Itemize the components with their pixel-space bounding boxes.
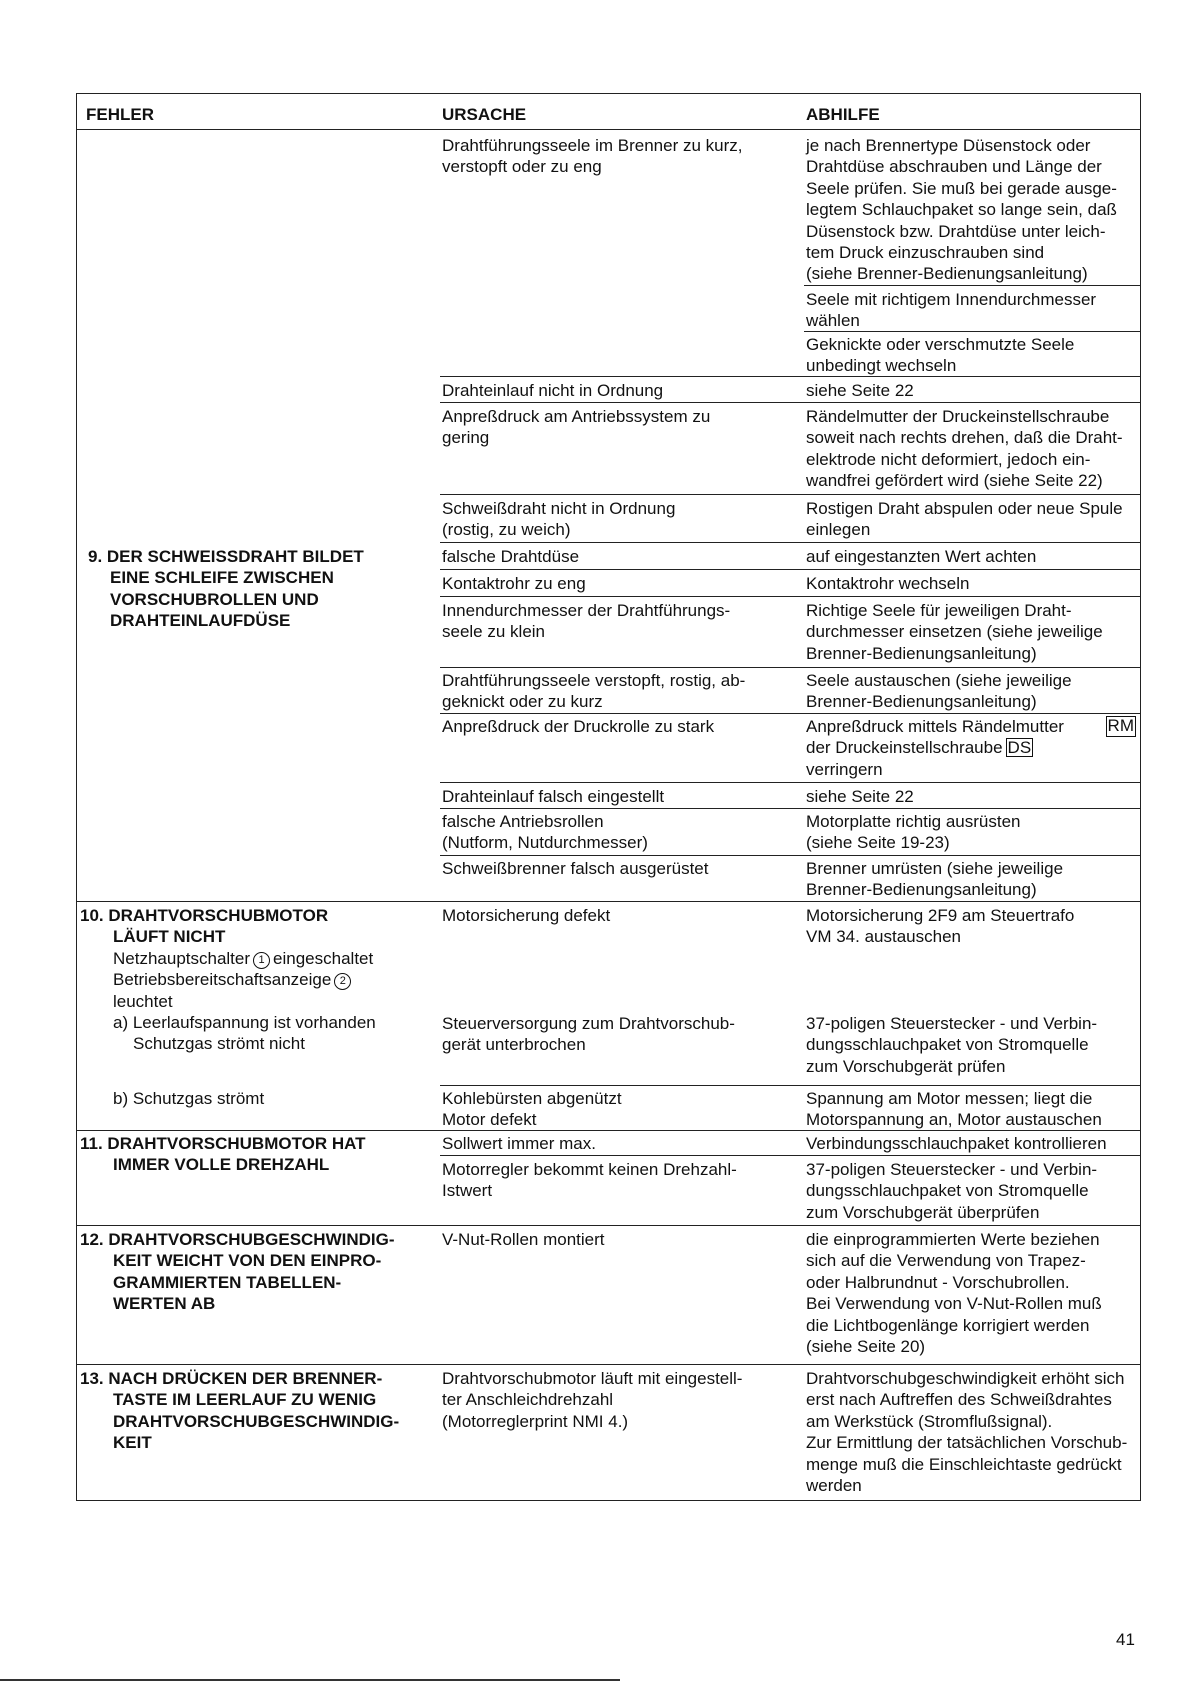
cause-druckrolle: Anpreßdruck der Druckrolle zu stark (442, 717, 715, 736)
circle-2-icon: 2 (334, 973, 351, 990)
ds-box-label: DS (1007, 738, 1032, 758)
remedy-kohle: Spannung am Motor messen; liegt die Motorspannung an, Motor austauschen (806, 1089, 1102, 1130)
header-ursache: URSACHE (442, 105, 527, 124)
remedy-brenner: Brenner umrüsten (siehe jeweilige Brenner-Bedienungsanleitung) (806, 859, 1064, 900)
remedy-steuer: 37-poligen Steuerstecker - und Verbin- dungsschlauchpaket von Stromquelle zum Vorschubgerät prüfen (806, 1014, 1098, 1076)
rule (440, 402, 1141, 403)
fault-13-title: 13. NACH DRÜCKEN DER BRENNER- TASTE IM LEERLAUF ZU WENIG DRAHTVORSCHUBGESCHWINDIG- KEIT (80, 1369, 400, 1453)
row-rule-13 (76, 1364, 1141, 1365)
rule (440, 1155, 1141, 1156)
circle-1-icon: 1 (253, 952, 270, 969)
rule (440, 596, 1141, 597)
cause-anpress: Anpreßdruck am Antriebssystem zu gering (442, 407, 711, 448)
rule (440, 713, 1141, 714)
cause-kontaktrohr: Kontaktrohr zu eng (442, 574, 586, 593)
cause-innen: Innendurchmesser der Drahtführungs- seele zu klein (442, 601, 731, 642)
fault-9-title: 9. DER SCHWEISSDRAHT BILDET EINE SCHLEIFE ZWISCHEN VORSCHUBROLLEN UND DRAHTEINLAUFDÜSE (88, 547, 364, 631)
cause-regler: Motorregler bekommt keinen Drehzahl- Istwert (442, 1160, 737, 1201)
rule (440, 782, 1141, 783)
fault-10: 10. DRAHTVORSCHUBMOTOR LÄUFT NICHT Netzhauptschalter 1 eingeschaltet Betriebsbereitschaftsanzeige 2 leuchtet a) Leerlaufspannung ist vorhanden Schutzgas strömt nicht (80, 906, 376, 1054)
remedy-motorsicherung: Motorsicherung 2F9 am Steuertrafo VM 34. austauschen (806, 906, 1075, 947)
scan-edge-bar (0, 1679, 620, 1681)
rule (804, 285, 1141, 286)
remedy-kontaktrohr: Kontaktrohr wechseln (806, 574, 970, 593)
remedy-drahteinlauf-falsch: siehe Seite 22 (806, 787, 914, 806)
cause-schweissdraht: Schweißdraht nicht in Ordnung (rostig, zu weich) (442, 499, 676, 540)
rule (440, 667, 1141, 668)
rule (440, 569, 1141, 570)
cause-drahteinlauf: Drahteinlauf nicht in Ordnung (442, 381, 664, 400)
fault-10-b: b) Schutzgas strömt (113, 1089, 265, 1108)
remedy-innen: Richtige Seele für jeweiligen Draht- durchmesser einsetzen (siehe jeweilige Brenner-Bedienungsanleitung) (806, 601, 1103, 663)
remedy-verstopft: Seele austauschen (siehe jeweilige Brenner-Bedienungsanleitung) (806, 671, 1072, 712)
fault-11-title: 11. DRAHTVORSCHUBMOTOR HAT IMMER VOLLE DREHZAHL (80, 1134, 366, 1175)
rule (440, 494, 1141, 495)
remedy-seele-innen: Seele mit richtigem Innendurchmesser wählen (806, 290, 1097, 331)
remedy-anschleich: Drahtvorschubgeschwindigkeit erhöht sich erst nach Auftreffen des Schweißdrahtes am Werkstück (Stromflußsignal). Zur Ermittlung der tatsächlichen Vorschub- menge muß die Einschleichtaste gedrückt werden (806, 1369, 1128, 1496)
remedy-antriebsrollen: Motorplatte richtig ausrüsten (siehe Seite 19-23) (806, 812, 1021, 853)
cause-anschleich: Drahtvorschubmotor läuft mit eingestell- ter Anschleichdrehzahl (Motorreglerprint NMI 4.) (442, 1369, 743, 1431)
remedy-regler: 37-poligen Steuerstecker - und Verbin- dungsschlauchpaket von Stromquelle zum Vorschubgerät überprüfen (806, 1160, 1098, 1222)
cause-vnut: V-Nut-Rollen montiert (442, 1230, 605, 1249)
cause-drahteinlauf-falsch: Drahteinlauf falsch eingestellt (442, 787, 665, 806)
header-fehler: FEHLER (86, 105, 154, 124)
cause-kohle: Kohlebürsten abgenützt Motor defekt (442, 1089, 622, 1130)
header-rule (76, 129, 1141, 130)
row-rule-12 (76, 1225, 1141, 1226)
cause-brenner: Schweißbrenner falsch ausgerüstet (442, 859, 709, 878)
cause-duese: falsche Drahtdüse (442, 547, 580, 566)
cause-sollwert: Sollwert immer max. (442, 1134, 596, 1153)
remedy-druckrolle: Anpreßdruck mittels Rändelmutter RM der Druckeinstellschraube DS verringern (806, 716, 1134, 779)
header-abhilfe: ABHILFE (806, 105, 880, 124)
remedy-seele-kurz: je nach Brennertype Düsenstock oder Drahtdüse abschrauben und Länge der Seele prüfen. Sie muß bei gerade ausge- legtem Schlauchpaket so lange sein, daß Düsenstock bzw. Drahtdüse unter leich- tem Druck einzuschrauben sind (siehe Brenner-Bedienungsanleitung) (806, 136, 1117, 284)
rule (440, 542, 1141, 543)
rule (440, 1085, 1141, 1086)
remedy-vnut: die einprogrammierten Werte beziehen sich auf die Verwendung von Trapez- oder Halbrundnut - Vorschubrollen. Bei Verwendung von V-Nut-Rollen muß die Lichtbogenlänge korrigiert werden (siehe Seite 20) (806, 1230, 1102, 1357)
cause-steuer: Steuerversorgung zum Drahtvorschub- gerät unterbrochen (442, 1014, 735, 1055)
cause-seele-kurz: Drahtführungsseele im Brenner zu kurz, verstopft oder zu eng (442, 136, 743, 177)
remedy-geknickt: Geknickte oder verschmutzte Seele unbedingt wechseln (806, 335, 1075, 376)
remedy-schweissdraht: Rostigen Draht abspulen oder neue Spule einlegen (806, 499, 1123, 540)
remedy-drahteinlauf: siehe Seite 22 (806, 381, 914, 400)
row-rule-10 (76, 901, 1141, 902)
remedy-duese: auf eingestanzten Wert achten (806, 547, 1037, 566)
cause-motorsicherung: Motorsicherung defekt (442, 906, 611, 925)
cause-antriebsrollen: falsche Antriebsrollen (Nutform, Nutdurchmesser) (442, 812, 648, 853)
rule (440, 808, 1141, 809)
fault-12-title: 12. DRAHTVORSCHUBGESCHWINDIG- KEIT WEICHT VON DEN EINPRO- GRAMMIERTEN TABELLEN- WERTEN AB (80, 1230, 395, 1314)
page-number: 41 (1116, 1630, 1135, 1649)
rule (440, 855, 1141, 856)
cause-verstopft: Drahtführungsseele verstopft, rostig, ab- geknickt oder zu kurz (442, 671, 746, 712)
remedy-anpress: Rändelmutter der Druckeinstellschraube soweit nach rechts drehen, daß die Draht- elektrode nicht deformiert, jedoch ein- wandfrei gefördert wird (siehe Seite 22) (806, 407, 1123, 491)
remedy-sollwert: Verbindungsschlauchpaket kontrollieren (806, 1134, 1107, 1153)
rm-box-label: RM (1106, 716, 1136, 737)
